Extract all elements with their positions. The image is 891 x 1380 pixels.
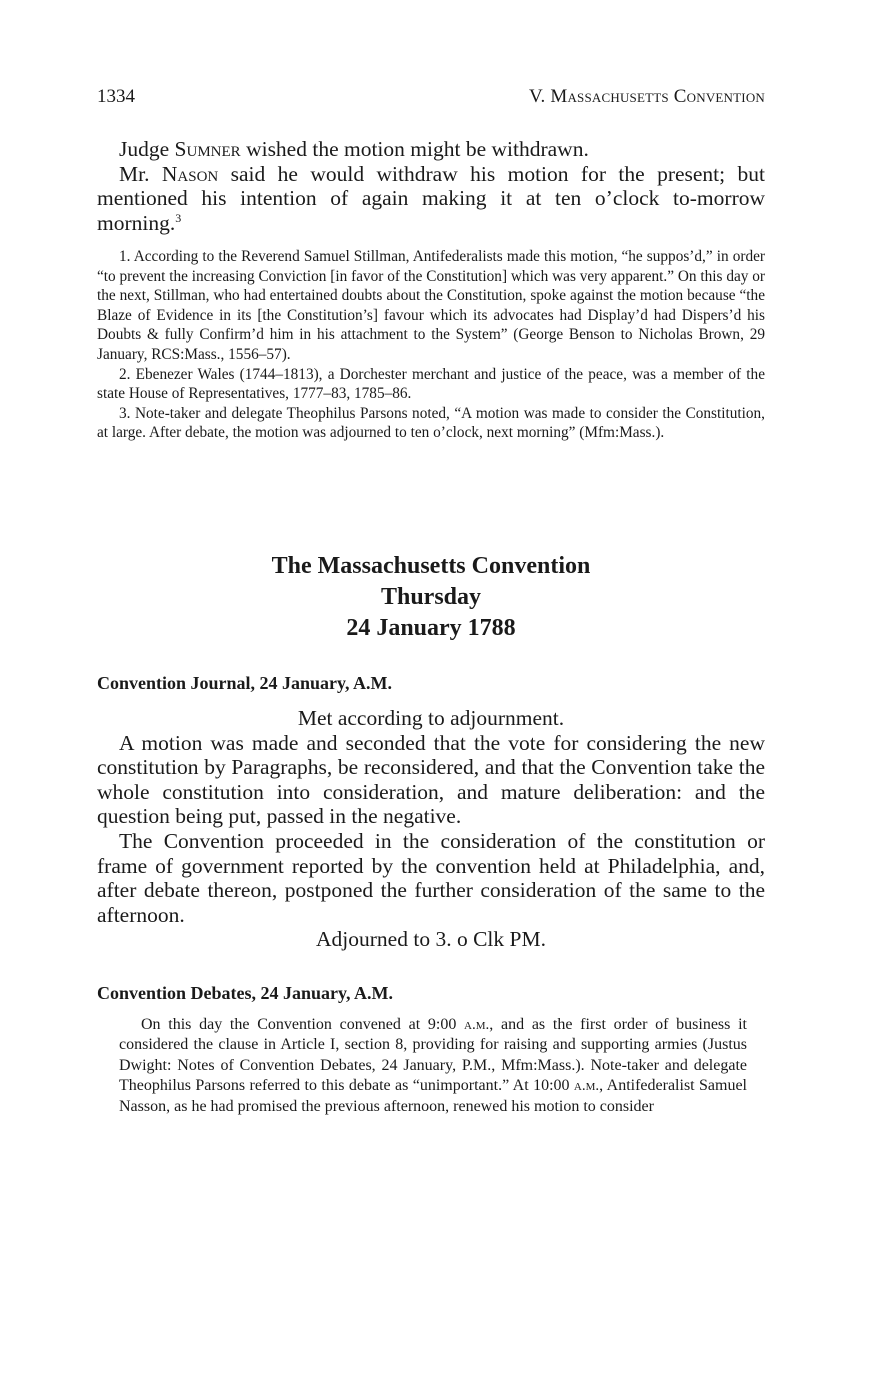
text-fragment: said he would withdraw his motion for the present; but mentioned his intention of again making it at ten o’clock to-morrow morning. bbox=[97, 161, 765, 235]
met-line: Met according to adjournment. bbox=[297, 706, 565, 730]
text-fragment: On this day the Convention convened at 9:00 bbox=[141, 1016, 465, 1033]
time-label: a.m. bbox=[573, 1078, 600, 1095]
adjourned-line: Adjourned to 3. o Clk PM. bbox=[316, 927, 546, 952]
debates-heading: Convention Debates, 24 January, A.M. bbox=[97, 983, 394, 1003]
text-fragment: wished the motion might be withdrawn. bbox=[240, 137, 589, 161]
section-title-line: 24 January 1788 bbox=[346, 615, 516, 641]
footnote-1: 1. According to the Reverend Samuel Stillman, Antifederalists made this motion, “he suppos’d,” in order “to prevent the increasing Conviction [in favor of the Constitution] which was very apparent.” On this day or the next, Stillman, who had entertained doubts about the Constitution, spoke against the motion because “the Blaze of Evidence in its [the Constitution’s] favour which its advocates had Display’d had Dispers’d his Doubts & fully Confirm’d him in his attachment to the System” (George Benson to Nicholas Brown, 29 January, RCS:Mass., 1556–57). bbox=[97, 248, 765, 363]
text-fragment: , Antifederalist Samuel Nasson, as he had promised the previous afternoon, renewed his motion to consider bbox=[119, 1077, 747, 1115]
section-title-line: The Massachusetts Convention bbox=[271, 553, 591, 579]
section-title bbox=[97, 551, 765, 644]
journal-heading: Convention Journal, 24 January, A.M. bbox=[97, 673, 393, 693]
paragraph-nason bbox=[97, 162, 765, 236]
footnote-marker: 3 bbox=[175, 210, 182, 225]
text-fragment: Judge bbox=[119, 137, 175, 161]
debates-text-block bbox=[119, 1015, 747, 1117]
speaker-name: Nason bbox=[161, 161, 219, 186]
text-fragment: Mr. bbox=[119, 161, 162, 186]
footnotes bbox=[97, 247, 765, 443]
journal-paragraph: A motion was made and seconded that the vote for considering the new constitution by Paragraphs, be reconsidered, and that the Convention take the whole constitution into consideration, and mature deliberation: and the question being put, passed in the negative. bbox=[97, 730, 765, 829]
section-title-line: Thursday bbox=[380, 584, 482, 610]
time-label: a.m. bbox=[464, 1017, 490, 1033]
top-text-block bbox=[97, 137, 765, 235]
journal-text-block bbox=[97, 706, 765, 952]
footnote-3: 3. Note-taker and delegate Theophilus Parsons noted, “A motion was made to consider the Constitution, at large. After debate, the motion was adjourned to ten o’clock, next morning” (Mfm:Mass.). bbox=[97, 404, 765, 442]
text-fragment: , and as the first order of business it considered the clause in Article I, section 8, providing for raising and supporting armies (Justus Dwight: Notes of Convention Debates, 24 January, P.M., Mfm:Mass.). Note-taker and delegate Theophilus Parsons referred to this debate as “unimportant.” At 10:00 bbox=[119, 1016, 747, 1095]
running-head: V. Massachusetts Convention bbox=[529, 86, 765, 107]
paragraph-sumner bbox=[97, 137, 765, 162]
page-number: 1334 bbox=[97, 86, 135, 107]
speaker-name: Sumner bbox=[174, 137, 241, 161]
journal-paragraph: The Convention proceeded in the consideration of the constitution or frame of government reported by the convention held at Philadelphia, and, after debate thereon, postponed the further consideration of the same to the afternoon. bbox=[97, 828, 765, 927]
debates-paragraph bbox=[119, 1015, 747, 1117]
footnote-2: 2. Ebenezer Wales (1744–1813), a Dorchester merchant and justice of the peace, was a member of the state House of Representatives, 1777–83, 1785–86. bbox=[97, 365, 765, 403]
page-header bbox=[97, 86, 765, 112]
